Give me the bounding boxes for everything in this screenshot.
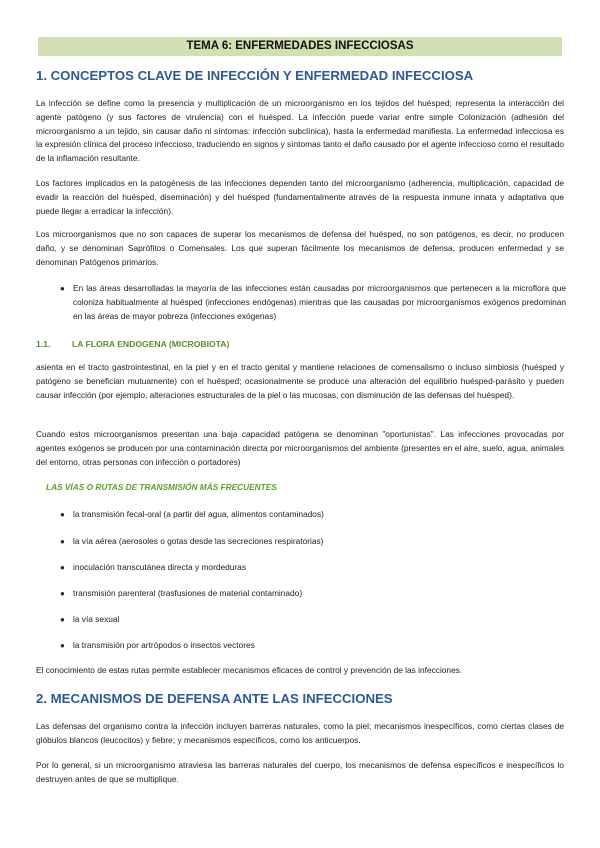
section-2-heading: 2. MECANISMOS DE DEFENSA ANTE LAS INFECCIONES: [36, 691, 393, 706]
section-2-paragraph-2: Por lo general, si un microorganismo atraviesa las barreras naturales del cuerpo, los mecanismos de defensa específicos e inespecíficos lo destruyen antes de que se multiplique.: [36, 760, 564, 784]
bullet-icon: ●: [60, 589, 65, 598]
bullet-icon: ●: [60, 284, 65, 293]
list-item-text: la transmisión por artrópodos o insectos vectores: [73, 640, 255, 650]
list-item-text: la vía sexual: [73, 614, 120, 624]
subsection-paragraph-2: Cuando estos microorganismos presentan una baja capacidad patógena se denominan "oportunistas". Las infecciones provocadas por agentes exógenos se producen por una contaminación directa por microorganismos del ambiente (presentes en el aire, suelo, agua, animales del entorno, otras personas con infección o portadores): [36, 429, 564, 467]
section-1-paragraph-2: Los factores implicados en la patogénesis de las infecciones dependen tanto del microorganismo (adherencia, multiplicación, capacidad de evadir la reacción del huésped, diseminación) y del huésped (fundamentalmente através de la respuesta inmune innata y adaptativa que puede llegar a erradicar la infección).: [36, 178, 564, 216]
section-1-bullet-text: En las áreas desarrolladas la mayoría de las infecciones están causadas por microorganismos que pertenecen a la microflora que coloniza habitualmente al huésped (infecciones endógenas) mientras que las causadas por microorganismos exógenos predominan en las áreas de mayor pobreza (infecciones exógenas): [73, 283, 566, 321]
subsection-paragraph-1: asienta en el tracto gastrointestinal, en la piel y en el tracto genital y mantiene relaciones de comensalismo o incluso simbiosis (huésped y patógeno se benefician mutuamente) con el huésped; ocasionalmente se produce una alteración del equilibrio huésped-parásito y pueden causar infección (por ejemplo, alteraciones estructurales de la piel o las mucosas, con disminución de las defensas del huésped).: [36, 362, 564, 400]
document-title: TEMA 6: ENFERMEDADES INFECCIOSAS: [38, 37, 562, 56]
bullet-icon: ●: [60, 641, 65, 650]
section-1-paragraph-3: Los microorganismos que no son capaces de superar los mecanismos de defensa del huésped, no son patógenos, es decir, no producen daño, y se denominan Saprófitos o Comensales. Los que superan fácilmente los mecanismos de defensa, producen enfermedad y se denominan Patógenos primarios.: [36, 229, 564, 267]
list-item-text: la vía aérea (aerosoles o gotas desde las secreciones respiratorias): [73, 536, 324, 546]
transmission-routes-closing: El conocimiento de estas rutas permite establecer mecanismos eficaces de control y prevención de las infecciones.: [36, 665, 463, 675]
subsection-1-1-heading: [36, 339, 229, 349]
bullet-icon: ●: [60, 615, 65, 624]
subsection-number: 1.1.: [36, 339, 51, 349]
bullet-icon: ●: [60, 563, 65, 572]
section-2-paragraph-1: Las defensas del organismo contra la infección incluyen barreras naturales, como la piel; mecanismos inespecíficos, como ciertas clases de glóbulos blancos (leucocitos) y fiebre; y mecanismos específicos, como los anticuerpos.: [36, 721, 564, 745]
list-item-text: transmisión parenteral (trasfusiones de material contaminado): [73, 588, 303, 598]
section-1-paragraph-1: La infección se define como la presencia y multiplicación de un microorganismo en los tejidos del huésped; representa la interacción del agente patógeno (y sus factores de virulencia) con el huésped. La infección puede variar entre simple Colonización (adhesión del microorganismo a un tejido, sin causar daño ni síntomas: infección subclínica), hasta la enfermedad manifiesta. La enfermedad infecciosa es la expresión clínica del proceso infeccioso, traduciendo en signos y síntomas tanto el daño causado por el agente infeccioso como el resultado de la inflamación resultante.: [36, 98, 564, 164]
list-item-text: la transmisión fecal-oral (a partir del agua, alimentos contaminados): [73, 509, 324, 519]
section-1-heading: 1. CONCEPTOS CLAVE DE INFECCIÓN Y ENFERMEDAD INFECCIOSA: [36, 68, 474, 83]
list-item-text: inoculación transcutánea directa y mordeduras: [73, 562, 246, 572]
bullet-icon: ●: [60, 537, 65, 546]
bullet-icon: ●: [60, 510, 65, 519]
transmission-routes-heading: LAS VÍAS O RUTAS DE TRANSMISIÓN MÁS FRECUENTES: [46, 482, 277, 492]
subsection-title: LA FLORA ENDOGENA (MICROBIOTA): [72, 339, 230, 349]
